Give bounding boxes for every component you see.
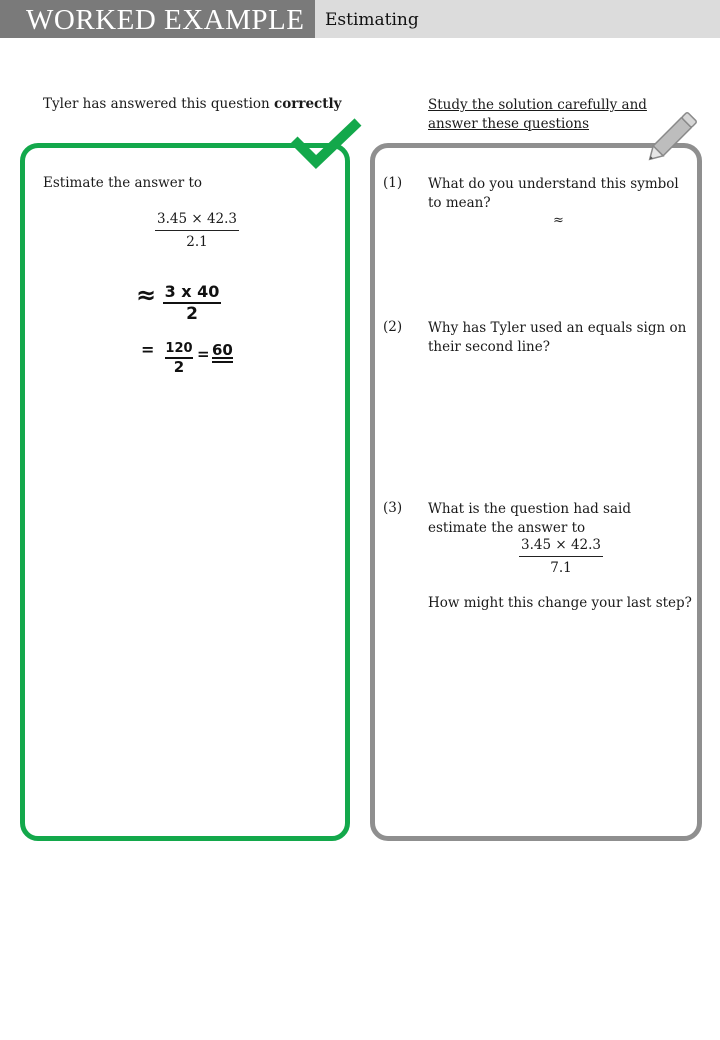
- handwritten-denominator-1: 2: [186, 304, 198, 324]
- question-number-1: (1): [383, 175, 403, 191]
- question-3-text: What is the question had said estimate the answer to: [428, 501, 631, 536]
- intro-right: Study the solution carefully and answer these questions: [428, 97, 647, 132]
- question-3-numerator: 3.45 × 42.3: [519, 537, 603, 557]
- handwritten-fraction-1: [163, 282, 221, 324]
- question-3-denominator: 7.1: [550, 560, 572, 576]
- question-number-2: (2): [383, 319, 403, 335]
- intro-left-text: Tyler has answered this question: [43, 96, 275, 112]
- question-3-fraction: [519, 537, 603, 576]
- check-icon: [288, 116, 364, 172]
- question-prompt: Estimate the answer to: [43, 175, 202, 191]
- handwritten-approx-symbol: ≈: [136, 281, 157, 309]
- handwritten-fraction-2: [165, 341, 193, 375]
- pencil-icon: [638, 102, 708, 170]
- header-tag: WORKED EXAMPLE: [0, 0, 315, 38]
- handwritten-numerator-1: 3 x 40: [163, 282, 221, 304]
- handwritten-equals-1: =: [141, 340, 155, 359]
- handwritten-result-value: 60: [212, 341, 233, 359]
- fraction-denominator: 2.1: [186, 234, 208, 250]
- handwritten-numerator-2: 120: [165, 341, 193, 359]
- handwritten-denominator-2: 2: [173, 358, 185, 376]
- handwritten-equals-2: =: [197, 345, 210, 363]
- double-underline-2: [212, 361, 233, 363]
- intro-left-bold: correctly: [274, 96, 342, 112]
- question-fraction: [155, 211, 239, 250]
- question-2-text: Why has Tyler used an equals sign on their second line?: [428, 320, 687, 355]
- handwritten-result: [212, 341, 233, 363]
- question-number-3: (3): [383, 500, 403, 516]
- question-3-followup: How might this change your last step?: [428, 595, 692, 611]
- question-1-text: What do you understand this symbol to mean?: [428, 176, 679, 211]
- header-bar: [0, 0, 720, 38]
- intro-left: [43, 96, 341, 112]
- approx-symbol: ≈: [553, 213, 564, 228]
- header-topic: Estimating: [325, 10, 419, 30]
- fraction-numerator: 3.45 × 42.3: [155, 211, 239, 231]
- questions-panel: [370, 143, 702, 841]
